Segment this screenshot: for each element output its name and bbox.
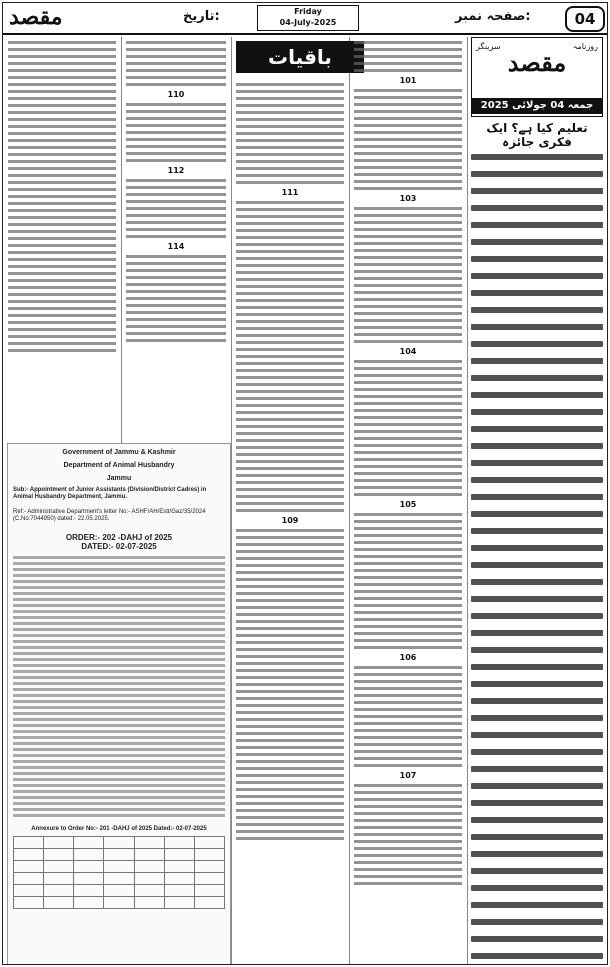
notice-department-line: Department of Animal Husbandry <box>63 462 175 469</box>
section-number: 104 <box>399 347 417 356</box>
masthead-city-label: سرینگر <box>476 42 501 51</box>
section-number: 107 <box>399 771 417 780</box>
date: 04-July-2025 <box>279 18 337 27</box>
weekday: Friday <box>294 7 322 16</box>
notice-city-line: Jammu <box>106 475 132 482</box>
notice-annexure: Annexure to Order No:- 201 -DAHJ of 2025 Dated:- 02-07-2025 <box>31 826 207 832</box>
notice-govt-line: Government of Jammu & Kashmir <box>62 449 176 456</box>
section-number: 112 <box>167 166 185 175</box>
section-number: 105 <box>399 500 417 509</box>
left-column-text <box>5 37 119 437</box>
notice-reference: Ref:- Administrative Department's letter No:- ASHF/AH/Estt/Gaz/35/2024 (C.No:7044950) dated:- 22.05.2025. <box>13 509 206 522</box>
date-label: تاریخ: <box>183 9 220 24</box>
editorial-text <box>469 143 605 963</box>
second-column-text <box>123 37 229 437</box>
editorial-heading: تعلیم کیا ہے؟ ایک فکری جائزہ <box>486 121 588 149</box>
newspaper-page <box>2 2 608 965</box>
page-number: 04 <box>565 6 605 32</box>
fourth-column-text <box>351 37 465 964</box>
notice-table <box>13 836 225 909</box>
section-number: 106 <box>399 653 417 662</box>
date-box <box>257 5 359 31</box>
section-number: 114 <box>167 242 185 251</box>
notice-order-number: ORDER:- 202 -DAHJ of 2025 <box>65 533 173 542</box>
section-number: 103 <box>399 194 417 203</box>
section-number: 111 <box>281 188 299 197</box>
paper-logo: مقصد <box>9 4 63 30</box>
masthead-title: مقصد <box>507 48 567 77</box>
masthead-date: جمعہ 04 جولائی 2025 <box>472 98 602 114</box>
masthead-box <box>471 37 603 117</box>
notice-order-date: DATED:- 02-07-2025 <box>81 542 157 551</box>
page-header <box>3 3 607 35</box>
section-title: باقیات <box>236 41 364 73</box>
notice-subject: Sub:- Appointment of Junior Assistants (Division/District Cadres) in Animal Husbandry Department, Jammu. <box>13 487 207 500</box>
government-notice <box>7 443 231 965</box>
page-number-label: صفحہ نمبر: <box>455 9 531 24</box>
masthead-daily-label: روزنامہ <box>572 42 598 51</box>
notice-body <box>8 551 230 822</box>
third-column-text <box>233 79 347 964</box>
section-number: 109 <box>281 516 299 525</box>
section-number: 110 <box>167 90 185 99</box>
section-number: 101 <box>399 76 417 85</box>
